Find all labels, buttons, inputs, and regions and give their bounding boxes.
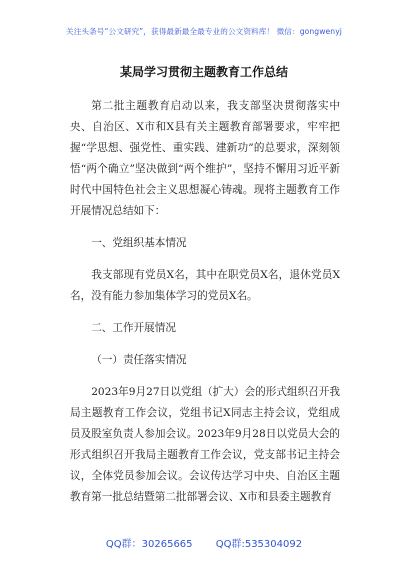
footer-qq-group-1: QQ群：30265665 — [105, 539, 193, 550]
section-heading-2: 二、工作开展情况 — [91, 322, 176, 334]
responsibility-paragraph: 2023年9月27日以党组（扩大）会的形式组织召开我局主题教育工作会议，党组书记X同志主持会议，党组成员及股室负责人参加会议。2023年9月28日以党员大会的形式组织召开我局主题教育工作会议，党支部书记主持会议，全体党员参加会议。会议传达学习中央、自治区主题教育第一批总结暨第二批部署会议、X市和县委主题教育 — [70, 386, 340, 503]
footer-qq-group-2: QQ群:535304092 — [215, 539, 303, 550]
document-title: 某局学习贯彻主题教育工作总结 — [119, 65, 288, 79]
footer-contacts — [0, 535, 408, 550]
top-banner: 关注头条号“公文研究”，获得最新最全最专业的公文资料库！ 微信：gongwenyj — [66, 27, 342, 36]
subsection-heading-1: （一）责任落实情况 — [91, 354, 187, 366]
section-heading-1: 一、党组织基本情况 — [91, 237, 187, 249]
party-info-paragraph: 我支部现有党员X名，其中在职党员X名，退休党员X名，没有能力参加集体学习的党员X名。 — [70, 269, 340, 302]
document-body — [70, 96, 340, 508]
intro-paragraph: 第二批主题教育启动以来，我支部坚决贯彻落实中央、自治区、X市和X县有关主题教育部署要求，牢牢把握“学思想、强党性、重实践、建新功”的总要求，深刻领悟“两个确立”坚决做到“两个维护”，坚持不懈用习近平新时代中国特色社会主义思想凝心铸魂。现将主题教育工作开展情况总结如下： — [70, 100, 340, 217]
